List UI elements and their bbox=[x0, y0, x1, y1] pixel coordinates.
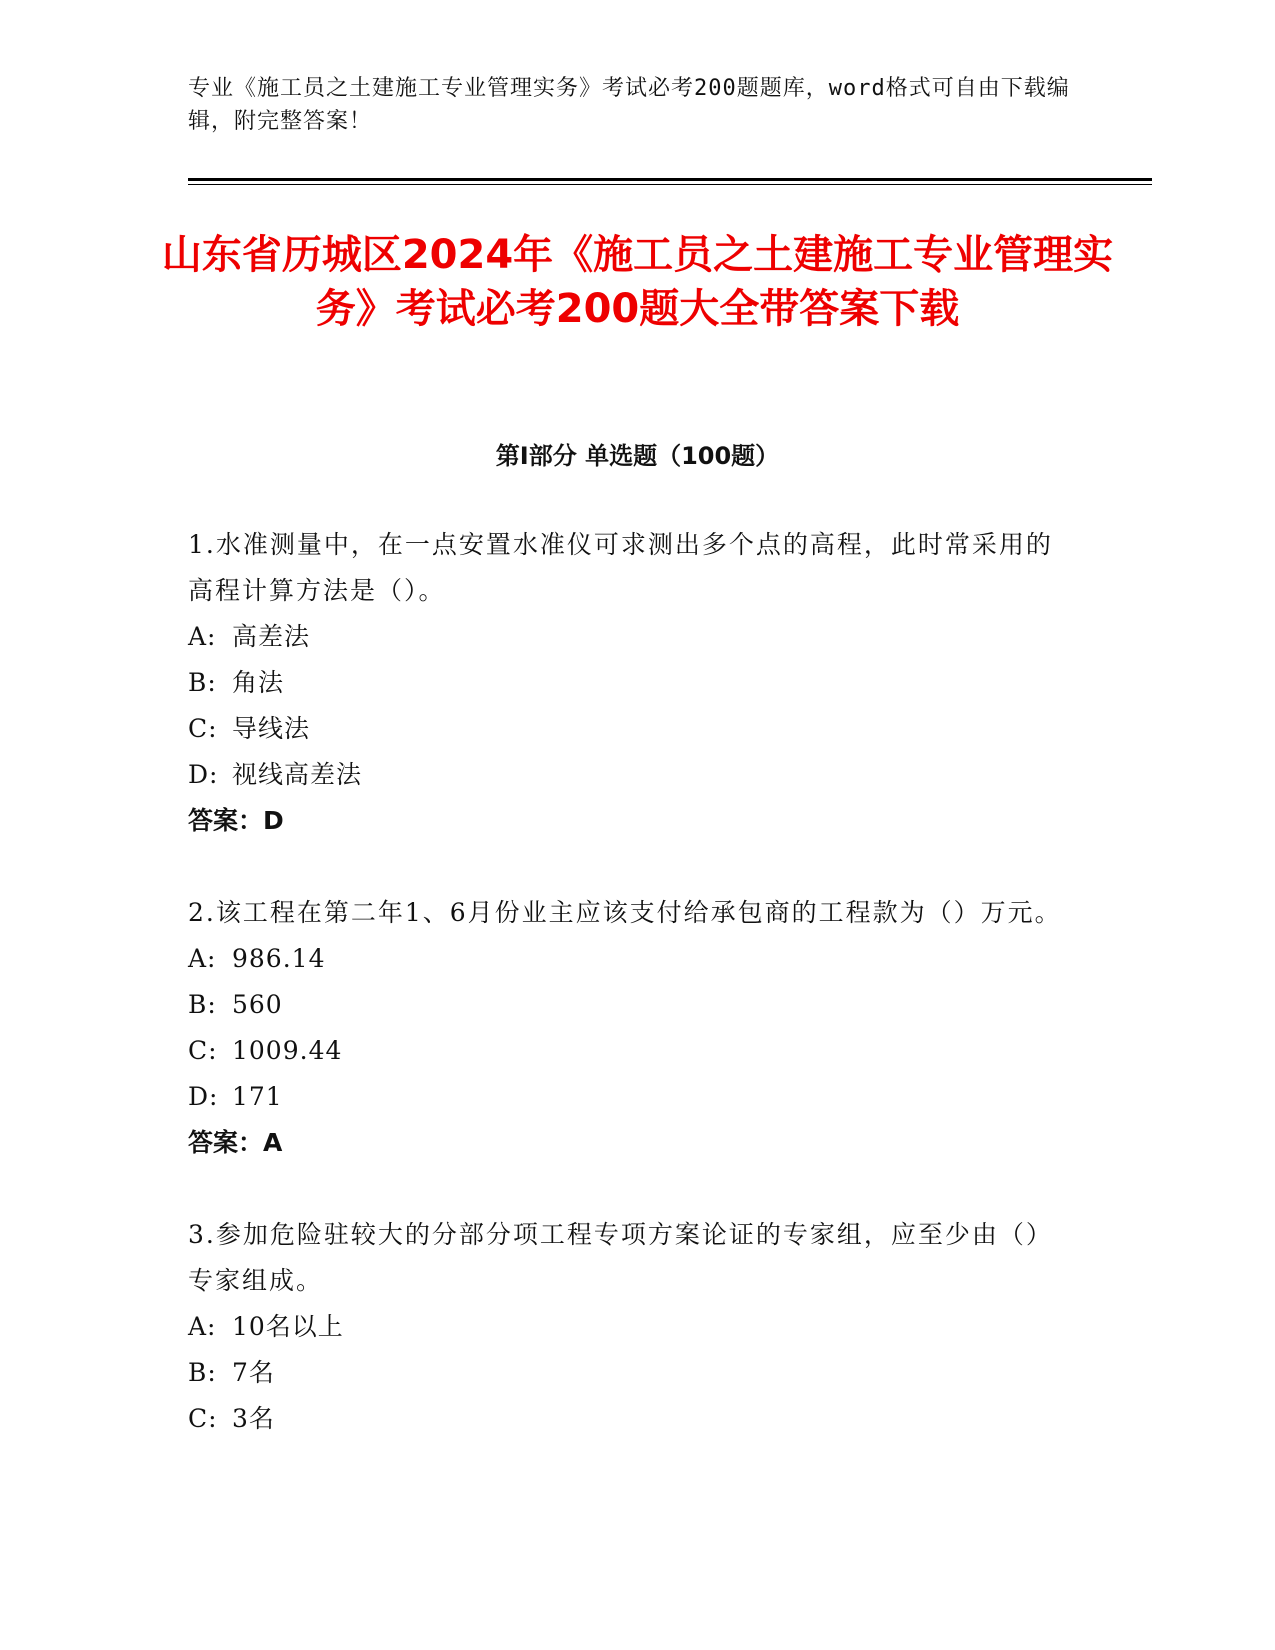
option-text: 视线高差法 bbox=[232, 760, 363, 789]
question-1 bbox=[188, 522, 1068, 844]
option-c bbox=[188, 706, 1068, 752]
option-text: 560 bbox=[232, 990, 283, 1019]
option-b bbox=[188, 1350, 1068, 1396]
question-stem: 1.水准测量中，在一点安置水准仪可求测出多个点的高程，此时常采用的高程计算方法是（）。 bbox=[188, 530, 1053, 605]
option-key: A: bbox=[188, 622, 217, 651]
header-note: 专业《施工员之土建施工专业管理实务》考试必考200题题库，word格式可自由下载编辑，附完整答案！ bbox=[188, 76, 1070, 134]
option-key: D: bbox=[188, 760, 219, 789]
answer-value: D bbox=[263, 806, 284, 835]
option-a bbox=[188, 614, 1068, 660]
option-c bbox=[188, 1396, 1068, 1442]
option-text: 986.14 bbox=[232, 944, 326, 973]
option-key: B: bbox=[188, 668, 217, 697]
question-2 bbox=[188, 890, 1068, 1166]
option-key: A: bbox=[188, 1312, 217, 1341]
answer-line bbox=[188, 1120, 1068, 1166]
option-key: B: bbox=[188, 1358, 217, 1387]
answer-label: 答案： bbox=[188, 806, 264, 835]
header-divider-thin bbox=[188, 184, 1152, 185]
option-key: C: bbox=[188, 1404, 218, 1433]
question-list bbox=[188, 522, 1068, 1488]
option-text: 10名以上 bbox=[232, 1312, 344, 1341]
option-a bbox=[188, 1304, 1068, 1350]
option-key: D: bbox=[188, 1082, 219, 1111]
option-key: B: bbox=[188, 990, 217, 1019]
option-key: A: bbox=[188, 944, 217, 973]
answer-value: A bbox=[263, 1128, 283, 1157]
option-d bbox=[188, 1074, 1068, 1120]
option-text: 导线法 bbox=[232, 714, 311, 743]
option-d bbox=[188, 752, 1068, 798]
option-text: 171 bbox=[232, 1082, 283, 1111]
option-text: 1009.44 bbox=[232, 1036, 343, 1065]
question-stem: 3.参加危险驻较大的分部分项工程专项方案论证的专家组，应至少由（）专家组成。 bbox=[188, 1220, 1053, 1295]
option-b bbox=[188, 660, 1068, 706]
option-a bbox=[188, 936, 1068, 982]
option-text: 角法 bbox=[232, 668, 285, 697]
question-3 bbox=[188, 1212, 1068, 1442]
option-text: 高差法 bbox=[232, 622, 311, 651]
option-text: 7名 bbox=[232, 1358, 275, 1387]
answer-label: 答案： bbox=[188, 1128, 264, 1157]
answer-line bbox=[188, 798, 1068, 844]
header-divider bbox=[188, 178, 1152, 181]
question-stem: 2.该工程在第二年1、6月份业主应该支付给承包商的工程款为（）万元。 bbox=[188, 898, 1062, 927]
section-heading: 第I部分 单选题（100题） bbox=[495, 442, 780, 470]
option-c bbox=[188, 1028, 1068, 1074]
option-key: C: bbox=[188, 1036, 218, 1065]
option-key: C: bbox=[188, 714, 218, 743]
option-b bbox=[188, 982, 1068, 1028]
document-title: 山东省历城区2024年《施工员之土建施工专业管理实务》考试必考200题大全带答案下载 bbox=[161, 232, 1114, 332]
option-text: 3名 bbox=[232, 1404, 275, 1433]
